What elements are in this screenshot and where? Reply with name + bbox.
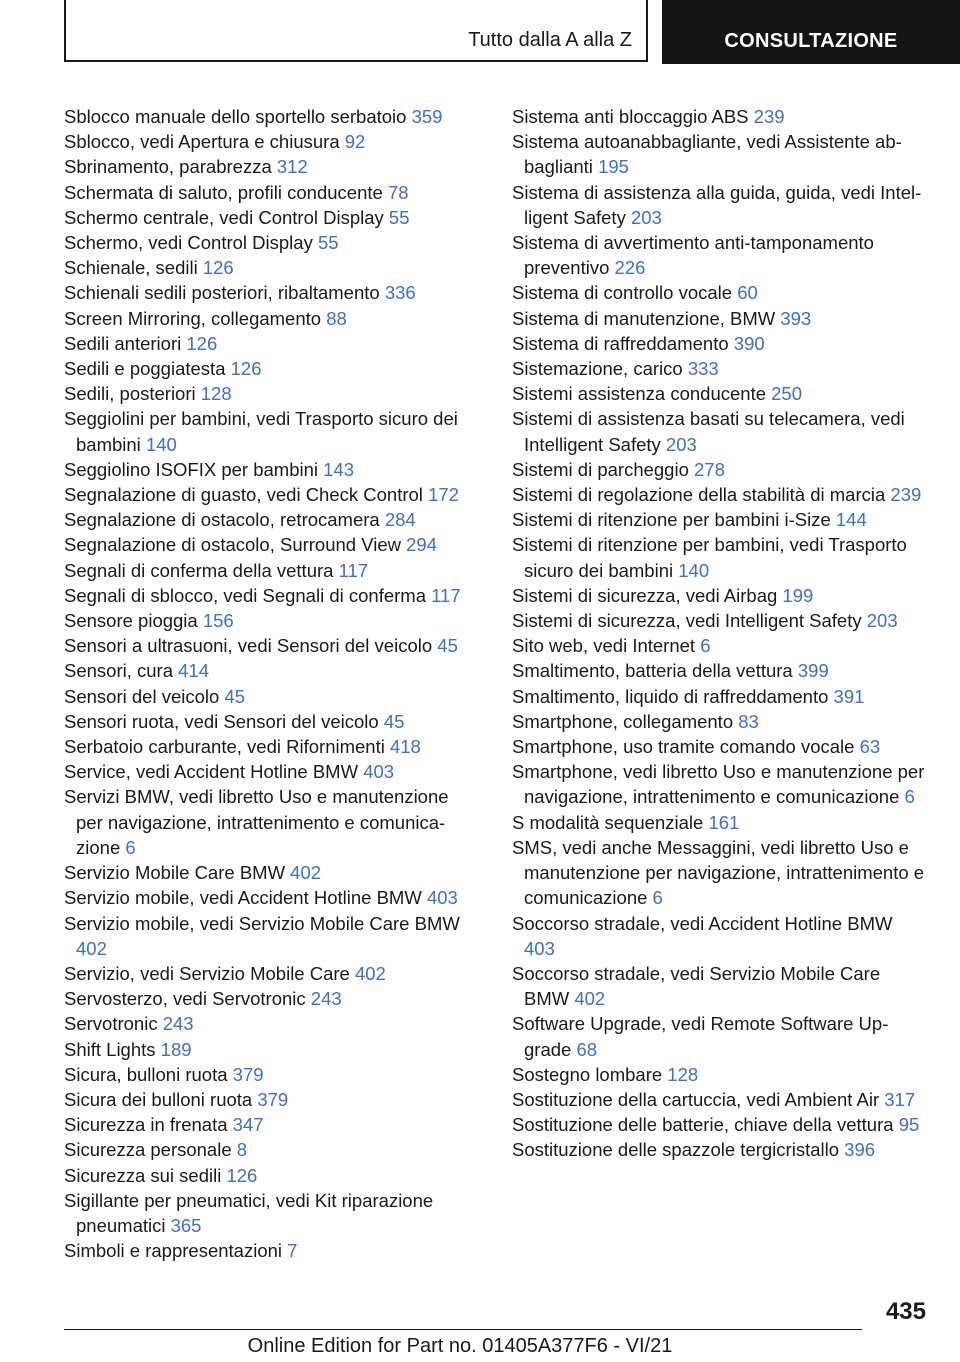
index-entry [64,457,476,482]
index-entry-page-link[interactable]: 402 [574,988,606,1010]
index-entry [512,381,928,406]
index-entry [64,759,476,784]
index-entry [512,306,928,331]
index-entry [512,1011,928,1061]
index-entry-term: Soccorso stradale, vedi Servizio Mobile Care BMW [512,962,881,1010]
index-entry-term: Sensori a ultrasuoni, vedi Sensori del veicolo [64,635,433,657]
index-entry-page-link[interactable]: 399 [797,660,829,682]
index-entry-term: Schermo centrale, vedi Control Display [64,206,384,228]
index-entry-term: Sicurezza personale [64,1139,232,1161]
index-entry [64,1238,476,1263]
index-entry-page-link[interactable]: 347 [232,1114,264,1136]
index-entry [64,180,476,205]
index-entry-term: Software Upgrade, vedi Remote Software Upgrade [512,1013,889,1060]
index-entry-page-link[interactable]: 45 [437,635,458,657]
index-entry-page-link[interactable]: 126 [226,1164,258,1186]
index-entry [64,482,476,507]
index-entry [64,1037,476,1062]
index-entry-page-link[interactable]: 278 [694,458,725,480]
index-entry-page-link[interactable]: 144 [835,509,867,531]
index-entry-term: Sistema autoanabbagliante, vedi Assistente abbaglianti [512,131,902,178]
index-entry-page-link[interactable]: 45 [224,685,245,707]
index-entry-term: Sostituzione delle batterie, chiave della vettura [512,1114,894,1136]
index-entry-page-link[interactable]: 379 [257,1088,289,1110]
index-entry-page-link[interactable]: 6 [652,887,663,909]
index-entry [64,532,476,557]
index-entry-page-link[interactable]: 140 [145,433,177,455]
index-entry [64,104,476,129]
index-entry-page-link[interactable]: 156 [202,610,234,632]
index-entry-page-link[interactable]: 7 [287,1240,298,1262]
index-entry-term: Shift Lights [64,1038,156,1060]
footer-edition [0,1335,960,1358]
index-entry-page-link[interactable]: 6 [904,786,915,808]
index-entry-term: Servizio, vedi Servizio Mobile Care [64,962,350,984]
index-entry [512,835,928,911]
index-entry-term: Sistemi assistenza conducente [512,383,766,405]
index-entry-page-link[interactable]: 128 [667,1063,699,1085]
index-entry-term: Sistema di controllo vocale [512,282,733,304]
index-entry [512,280,928,305]
index-entry [64,860,476,885]
index-entry-term: Sito web, vedi Internet [512,635,696,657]
index-entry [512,482,928,507]
index-entry-term: Sistemi di ritenzione per bambini, vedi Trasporto sicuro dei bambini [512,534,907,581]
index-entry [512,961,928,1011]
index-entry-page-link[interactable]: 203 [866,610,898,632]
index-entry [64,558,476,583]
index-entry [512,356,928,381]
index-entry [64,961,476,986]
index-entry [512,406,928,456]
index-entry-term: Sistema di avvertimento anti-tamponamento preventivo [512,232,874,279]
index-entry-page-link[interactable]: 6 [700,635,711,657]
index-entry-page-link[interactable]: 243 [162,1013,194,1035]
index-entry-page-link[interactable]: 140 [678,559,710,581]
section-title: Tutto dalla A alla Z [468,29,632,51]
index-entry [64,356,476,381]
index-entry-page-link[interactable]: 172 [428,484,459,506]
index-entry-term: Servosterzo, vedi Servotronic [64,988,306,1010]
index-entry-page-link[interactable]: 83 [738,710,759,732]
index-entry-page-link[interactable]: 126 [202,257,234,279]
index-entry-term: Servotronic [64,1013,158,1035]
index-entry-page-link[interactable]: 117 [431,584,461,606]
index-entry-term: Sedili e poggiatesta [64,358,226,380]
index-entry-page-link[interactable]: 63 [859,736,881,758]
index-entry-page-link[interactable]: 128 [200,383,232,405]
index-entry [64,255,476,280]
index-entry [64,507,476,532]
index-entry [64,709,476,734]
index-entry-page-link[interactable]: 8 [236,1139,248,1161]
index-entry [64,734,476,759]
index-entry [512,658,928,683]
index-entry-page-link[interactable]: 333 [687,358,719,380]
index-entry-page-link[interactable]: 402 [290,862,322,884]
index-entry [64,633,476,658]
index-entry [512,759,928,809]
index-entry-page-link[interactable]: 55 [388,206,410,228]
index-entry-term: Soccorso stradale, vedi Accident Hotline BMW [512,912,893,934]
index-entry-page-link[interactable]: 45 [383,710,405,732]
index-entry-term: Sistemi di sicurezza, vedi Airbag [512,584,778,606]
index-entry-page-link[interactable]: 88 [326,307,347,329]
index-entry-term: Smaltimento, liquido di raffreddamento [512,685,829,707]
index-entry-term: Sistema di assistenza alla guida, guida, vedi Intelligent Safety [512,181,922,228]
index-entry-term: Sensori, cura [64,660,173,682]
index-entry-term: Smartphone, vedi libretto Uso e manutenzione per navigazione, intrattenimento e comunicazione [512,761,925,808]
index-entry-term: Sicurezza in frenata [64,1114,228,1136]
index-entry [512,230,928,280]
index-entry-term: Sicura dei bulloni ruota [64,1088,253,1110]
index-entry-term: Sistema di raffreddamento [512,332,729,354]
index-entry-page-link[interactable]: 317 [884,1088,916,1110]
index-entry-term: Sostituzione delle spazzole tergicristallo [512,1139,840,1161]
index-entry-term: Smartphone, collegamento [512,710,734,732]
index-entry [512,104,928,129]
index-entry [512,1087,928,1112]
index-entry-page-link[interactable]: 203 [630,206,662,228]
index-entry-page-link[interactable]: 403 [426,887,458,909]
index-entry-page-link[interactable]: 403 [524,937,555,959]
index-entry-term: Sistemi di ritenzione per bambini i-Size [512,509,831,531]
index-entry-term: Sensore pioggia [64,610,198,632]
index-entry [512,633,928,658]
index-entry-term: Schienale, sedili [64,257,198,279]
index-column-left [64,104,476,1263]
index-entry-term: Sicurezza sui sedili [64,1164,222,1186]
footer-divider [64,1329,862,1330]
index-entry [512,608,928,633]
index-entry-term: Smartphone, uso tramite comando vocale [512,736,855,758]
index-entry [64,583,476,608]
index-entry [64,658,476,683]
index-entry-term: Simboli e rappresentazioni [64,1240,283,1262]
index-entry-term: Servizi BMW, vedi libretto Uso e manutenzione per navigazione, intrattenimento e comunicazione [64,786,449,858]
index-entry-page-link[interactable]: 418 [389,736,421,758]
index-entry-term: Sedili anteriori [64,332,182,354]
index-entry-term: Sbrinamento, parabrezza [64,156,272,178]
index-entry [64,684,476,709]
index-entry [64,331,476,356]
index-entry [64,1188,476,1238]
index-entry-page-link[interactable]: 284 [384,509,416,531]
index-entry [512,532,928,582]
index-entry [64,154,476,179]
index-entry [512,709,928,734]
index-entry [512,911,928,961]
index-entry [64,1163,476,1188]
index-entry-page-link[interactable]: 126 [230,358,262,380]
index-entry-term: Service, vedi Accident Hotline BMW [64,761,359,783]
index-entry-page-link[interactable]: 161 [708,811,740,833]
index-entry-term: Screen Mirroring, collegamento [64,307,322,329]
index-entry [512,583,928,608]
index-entry-term: Servizio Mobile Care BMW [64,862,286,884]
footer-edition-text: Online Edition for Part no. 01405A377F6 - VI/21 [247,1335,673,1357]
index-entry-term: Sistema anti bloccaggio ABS [512,106,749,127]
index-entry-term: Servizio mobile, vedi Servizio Mobile Care BMW [64,912,460,934]
index-entry-page-link[interactable]: 126 [186,332,218,354]
index-entry-page-link[interactable]: 195 [598,156,629,178]
index-column-right [512,104,928,1163]
index-entry [64,205,476,230]
index-entry-page-link[interactable]: 189 [160,1038,192,1060]
page-number: 435 [885,1298,926,1325]
index-entry [512,810,928,835]
index-entry-page-link[interactable]: 117 [338,559,369,581]
index-entry [64,1087,476,1112]
index-entry-page-link[interactable]: 403 [363,761,395,783]
index-entry-page-link[interactable]: 6 [125,836,136,858]
index-entry [512,457,928,482]
index-entry-page-link[interactable]: 243 [310,988,342,1010]
index-entry [512,1062,928,1087]
index-entry [64,306,476,331]
index-entry-page-link[interactable]: 92 [344,131,366,153]
index-entry [64,986,476,1011]
index-entry-page-link[interactable]: 402 [354,962,386,984]
index-entry-term: Sistemi di regolazione della stabilità di marcia [512,484,886,506]
index-entry [64,280,476,305]
index-entry-page-link[interactable]: 68 [576,1038,598,1060]
index-entry [512,180,928,230]
index-entry-page-link[interactable]: 60 [737,282,758,304]
index-entry [512,507,928,532]
index-entry-term: Serbatoio carburante, vedi Rifornimenti [64,736,385,758]
index-entry-term: Sedili, posteriori [64,383,196,405]
index-entry-page-link[interactable]: 203 [665,433,697,455]
index-entry-term: Sistemi di parcheggio [512,458,689,480]
index-entry-term: Sistemazione, carico [512,358,683,380]
index-entry [64,885,476,910]
index-entry-page-link[interactable]: 312 [276,156,308,178]
index-entry-page-link[interactable]: 365 [170,1214,202,1236]
header-frame [64,0,648,62]
index-entry [64,129,476,154]
index-entry-page-link[interactable]: 391 [833,685,865,707]
index-entry [512,684,928,709]
index-entry-term: Sigillante per pneumatici, vedi Kit riparazione pneumatici [64,1189,434,1236]
index-entry [64,1062,476,1087]
index-entry-term: Segnali di sblocco, vedi Segnali di conferma [64,584,426,606]
index-entry-page-link[interactable]: 359 [411,106,443,127]
index-entry-page-link[interactable]: 78 [387,181,409,203]
index-entry-term: Segnalazione di ostacolo, Surround View [64,534,401,556]
index-entry-page-link[interactable]: 414 [178,660,210,682]
index-entry-page-link[interactable]: 239 [890,484,922,506]
index-entry [64,1011,476,1036]
index-entry [512,331,928,356]
index-entry-term: Sicura, bulloni ruota [64,1063,228,1085]
index-entry [64,406,476,456]
index-entry [512,129,928,179]
index-entry [64,230,476,255]
index-entry-term: Schienali sedili posteriori, ribaltamento [64,282,380,304]
index-entry-page-link[interactable]: 294 [406,534,438,556]
index-entry [64,784,476,860]
index-entry-page-link[interactable]: 390 [733,332,765,354]
index-entry-term: Sblocco, vedi Apertura e chiusura [64,131,340,153]
index-entry-term: Servizio mobile, vedi Accident Hotline BMW [64,887,422,909]
index-entry-page-link[interactable]: 250 [771,383,803,405]
index-entry-term: S modalità sequenziale [512,811,704,833]
index-entry [512,734,928,759]
index-entry-page-link[interactable]: 402 [76,937,107,959]
index-entry-term: Sistema di manutenzione, BMW [512,307,776,329]
index-entry-term: SMS, vedi anche Messaggini, vedi libretto Uso e manutenzione per navigazione, intrattenimento e comunicazione [512,836,925,909]
index-entry-page-link[interactable]: 396 [844,1139,876,1161]
index-entry-term: Sostituzione della cartuccia, vedi Ambient Air [512,1088,880,1110]
index-entry-page-link[interactable]: 393 [780,307,812,329]
index-entry [64,608,476,633]
index-entry-term: Sistemi di assistenza basati su telecamera, vedi Intelligent Safety [512,408,905,455]
index-entry [512,1112,928,1137]
index-entry [512,1137,928,1162]
index-entry-term: Smaltimento, batteria della vettura [512,660,793,682]
index-entry-term: Schermata di saluto, profili conducente [64,181,383,203]
index-entry-page-link[interactable]: 239 [753,106,785,127]
index-entry-page-link[interactable]: 336 [384,282,416,304]
index-entry [64,1137,476,1162]
index-entry-term: Sostegno lombare [512,1063,663,1085]
index-entry-term: Segnali di conferma della vettura [64,559,334,581]
index-entry [64,381,476,406]
index-entry-page-link[interactable]: 199 [782,584,814,606]
index-entry [64,911,476,961]
index-entry-term: Segnalazione di ostacolo, retrocamera [64,509,380,531]
index-entry-page-link[interactable]: 226 [614,257,646,279]
index-entry-term: Sistemi di sicurezza, vedi Intelligent Safety [512,610,862,632]
index-entry-term: Schermo, vedi Control Display [64,232,313,254]
index-entry [64,1112,476,1137]
index-entry-term: Sensori del veicolo [64,685,220,707]
index-entry-term: Sensori ruota, vedi Sensori del veicolo [64,710,379,732]
index-entry-term: Seggiolino ISOFIX per bambini [64,458,318,480]
index-entry-term: Sblocco manuale dello sportello serbatoio [64,106,407,127]
index-entry-term: Seggiolini per bambini, vedi Trasporto sicuro dei bambini [64,408,458,455]
index-entry-page-link[interactable]: 95 [898,1114,920,1136]
index-entry-page-link[interactable]: 55 [317,232,339,254]
index-entry-page-link[interactable]: 379 [232,1063,264,1085]
index-entry-page-link[interactable]: 143 [323,458,355,480]
index-entry-term: Segnalazione di guasto, vedi Check Control [64,484,423,506]
section-tab: CONSULTAZIONE [662,0,960,64]
